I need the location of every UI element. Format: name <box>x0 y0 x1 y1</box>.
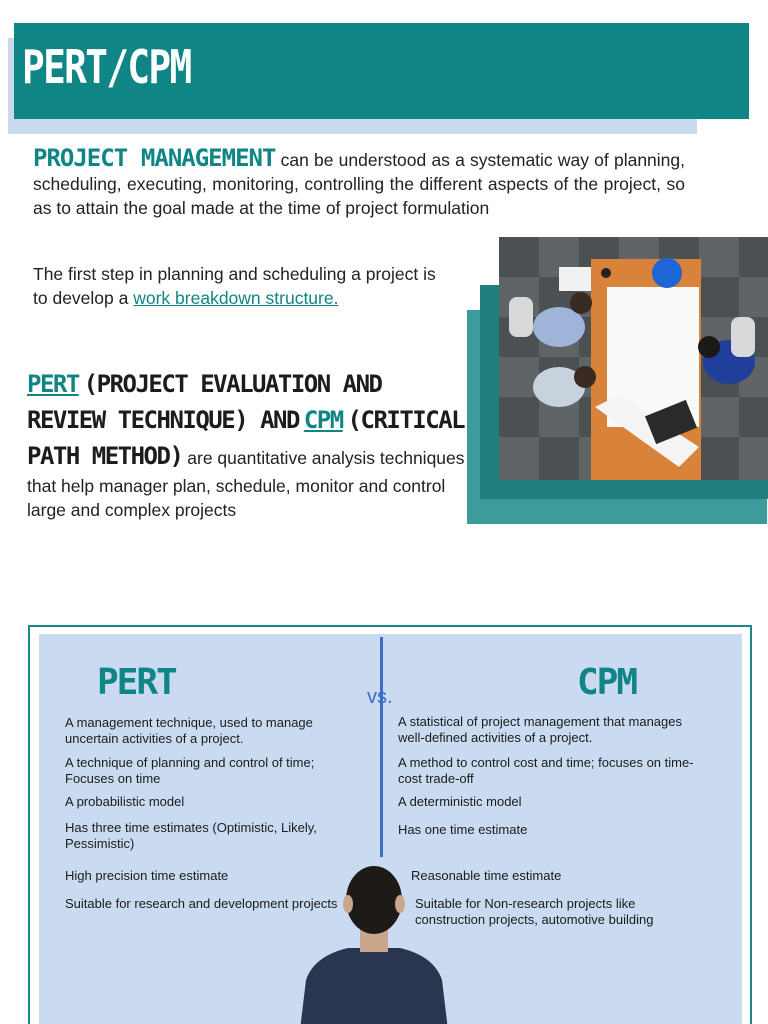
intro-keyword: PROJECT MANAGEMENT <box>33 144 276 172</box>
meeting-photo <box>499 237 768 480</box>
wbs-text: The first step in planning and scheduling a project is to develop a <box>33 264 436 308</box>
cpm-item: A method to control cost and time; focuses on time-cost trade-off <box>398 755 694 786</box>
pert-item: A technique of planning and control of time; Focuses on time <box>65 755 315 786</box>
pert-item: A probabilistic model <box>65 794 185 809</box>
cpm-item: Suitable for Non-research projects like construction projects, automotive building <box>415 896 654 927</box>
cpm-item: A statistical of project management that manages well-defined activities of a project. <box>398 714 682 745</box>
pert-item: Suitable for research and development projects <box>65 896 338 911</box>
pert-heading: PERT <box>97 662 176 703</box>
pert-item: Has three time estimates (Optimistic, Likely, Pessimistic) <box>65 820 317 851</box>
wbs-paragraph <box>33 262 453 310</box>
pert-expansion: (PROJECT EVALUATION AND REVIEW TECHNIQUE) AND <box>27 370 382 434</box>
pert-item: High precision time estimate <box>65 868 229 883</box>
intro-paragraph <box>33 146 685 220</box>
page-title: PERT/CPM <box>22 40 191 94</box>
pert-term: PERT <box>27 370 79 398</box>
wbs-link[interactable]: work breakdown structure. <box>133 288 339 308</box>
definition-text: are quantitative analysis techniques that help manager plan, schedule, monitor and control large and complex projects <box>27 448 465 520</box>
comparison-divider <box>380 637 383 857</box>
person-illustration <box>296 860 452 1024</box>
vs-label: vs. <box>367 686 393 708</box>
cpm-expansion: (CRITICAL PATH METHOD) <box>27 406 465 470</box>
cpm-term: CPM <box>303 406 343 434</box>
definition-paragraph <box>27 366 467 522</box>
pert-item: A management technique, used to manage uncertain activities of a project. <box>65 715 313 746</box>
intro-text: can be understood as a systematic way of planning, scheduling, executing, monitoring, controlling the different aspects of the project, so as to attain the goal made at the time of project formulation <box>33 150 686 218</box>
cpm-item: Has one time estimate <box>398 822 528 837</box>
cpm-item: A deterministic model <box>398 794 522 809</box>
cpm-heading: CPM <box>577 662 637 703</box>
cpm-item: Reasonable time estimate <box>411 868 562 883</box>
